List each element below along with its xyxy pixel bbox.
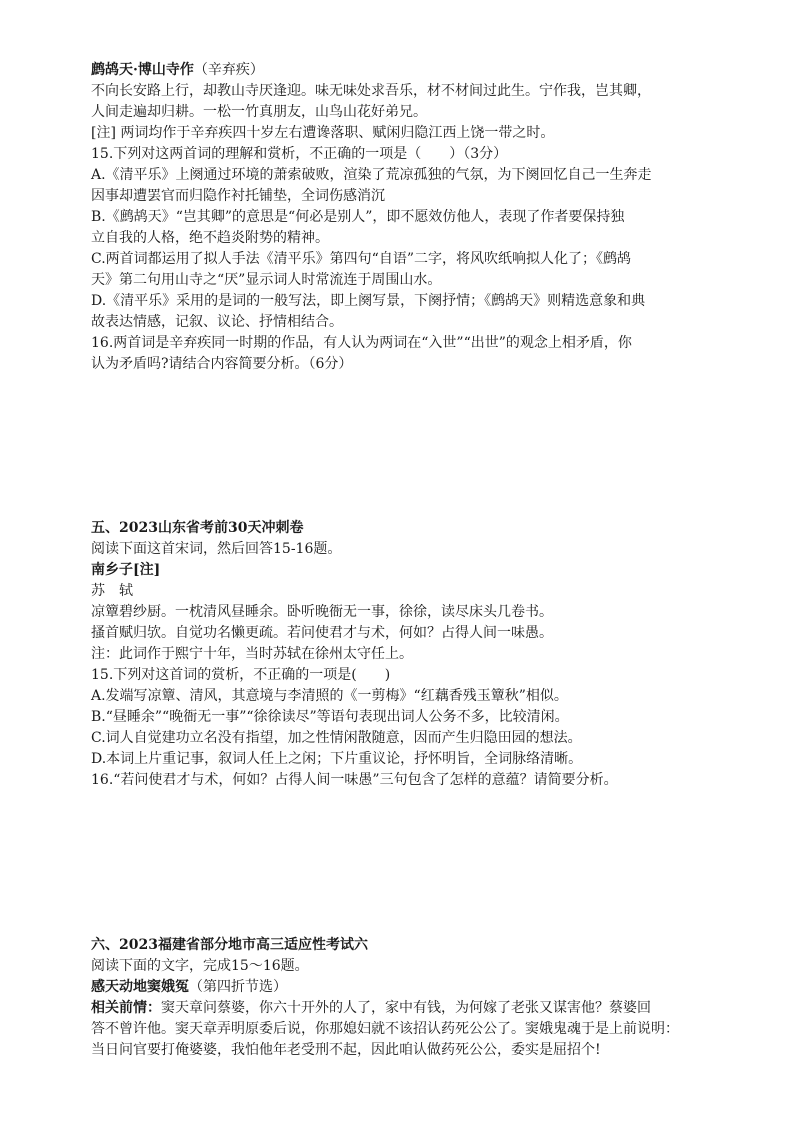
option-d: D.本词上片重记事，叙词人任上之闲；下片重议论，抒怀明旨，全词脉络清晰。	[91, 751, 583, 767]
context-line: 当日问官要打俺婆婆，我怕他年老受刑不起，因此咱认做药死公公，委实是屈招个!	[91, 1042, 601, 1058]
poem-author: （辛弃疾）	[193, 62, 264, 78]
question-16: 16.两首词是辛弃疾同一时期的作品，有人认为两词在“入世”“出世”的观念上相矛盾，你	[91, 335, 632, 351]
option-c-cont: 天》第二句用山寺之“厌”显示词人时常流连于周围山水。	[91, 272, 442, 288]
question-15: 15.下列对这两首词的理解和赏析，不正确的一项是（ ）（3分）	[91, 146, 508, 162]
passage-title-line	[91, 977, 287, 997]
section-heading: 五、2023山东省考前30天冲刺卷	[91, 520, 304, 536]
option-a-cont: 因事却遭罢官而归隐作衬托铺垫，全词伤感消沉	[91, 188, 385, 204]
option-c: C.两首词都运用了拟人手法《清平乐》第四句“自语”二字，将风吹纸响拟人化了；《鹧鸪	[91, 251, 631, 267]
question-15: 15.下列对这首词的赏析，不正确的一项是( )	[91, 667, 391, 683]
context-label: 相关前情：	[91, 1000, 161, 1016]
poem-title: 南乡子[注]	[91, 562, 161, 578]
note-text: [注] 两词均作于辛弃疾四十岁左右遭谗落职、赋闲归隐江西上饶一带之时。	[91, 125, 555, 141]
option-a: A.《清平乐》上阕通过环境的萧索破败，渲染了荒凉孤独的气氛，为下阕回忆自己一生奔走	[91, 167, 652, 183]
option-d: D.《清平乐》采用的是词的一般写法，即上阕写景，下阕抒情；《鹧鸪天》则精选意象和典	[91, 293, 646, 309]
context-text: 窦天章问蔡婆，你六十开外的人了，家中有钱，为何嫁了老张又谋害他？蔡婆回	[161, 1000, 651, 1016]
note-text: 注：此词作于熙宁十年，当时苏轼在徐州太守任上。	[91, 646, 413, 662]
poem-line: 凉簟碧纱厨。一枕清风昼睡余。卧听晚衙无一事，徐徐，读尽床头几卷书。	[91, 604, 553, 620]
question-16-cont: 认为矛盾吗?请结合内容简要分析。（6分）	[91, 356, 353, 372]
question-16: 16.“若问使君才与术，何如？占得人间一味愚”三句包含了怎样的意蕴？请简要分析。	[91, 772, 618, 788]
section-heading: 六、2023福建省部分地市高三适应性考试六	[91, 937, 368, 953]
poem-line: 不向长安路上行，却教山寺厌逢迎。味无味处求吾乐，材不材间过此生。宁作我，岂其卿，	[91, 83, 651, 99]
poem-line: 搔首赋归欤。自觉功名懒更疏。若问使君才与术，何如？占得人间一味愚。	[91, 625, 553, 641]
section-intro: 阅读下面这首宋词，然后回答15-16题。	[91, 541, 342, 557]
context-line	[91, 998, 651, 1018]
passage-subtitle: （第四折节选）	[189, 979, 287, 995]
passage-title: 感天动地窦娥冤	[91, 979, 189, 995]
option-c: C.词人自觉建功立名没有指望，加之性情闲散随意，因而产生归隐田园的想法。	[91, 730, 582, 746]
section-intro: 阅读下面的文字，完成15～16题。	[91, 958, 309, 974]
context-line: 答不曾许他。窦天章弄明原委后说，你那媳妇就不该招认药死公公了。窦娥鬼魂于是上前说明：	[91, 1021, 679, 1037]
poem-author: 苏 轼	[91, 583, 133, 599]
option-b: B.《鹧鸪天》“岂其卿”的意思是“何必是别人”，即不愿效仿他人，表现了作者要保持独	[91, 209, 625, 225]
option-b: B.“昼睡余”“晚衙无一事”“徐徐读尽”等语句表现出词人公务不多，比较清闲。	[91, 709, 569, 725]
poem-title: 鹧鸪天·博山寺作	[91, 62, 194, 78]
option-d-cont: 故表达情感，记叙、议论、抒情相结合。	[91, 314, 343, 330]
option-b-cont: 立自我的人格，绝不趋炎附势的精神。	[91, 230, 329, 246]
option-a: A.发端写凉簟、清风，其意境与李清照的《一剪梅》“红藕香残玉簟秋”相似。	[91, 688, 568, 704]
poem-line: 人间走遍却归耕。一松一竹真朋友，山鸟山花好弟兄。	[91, 104, 427, 120]
poem-title-line	[91, 60, 264, 80]
